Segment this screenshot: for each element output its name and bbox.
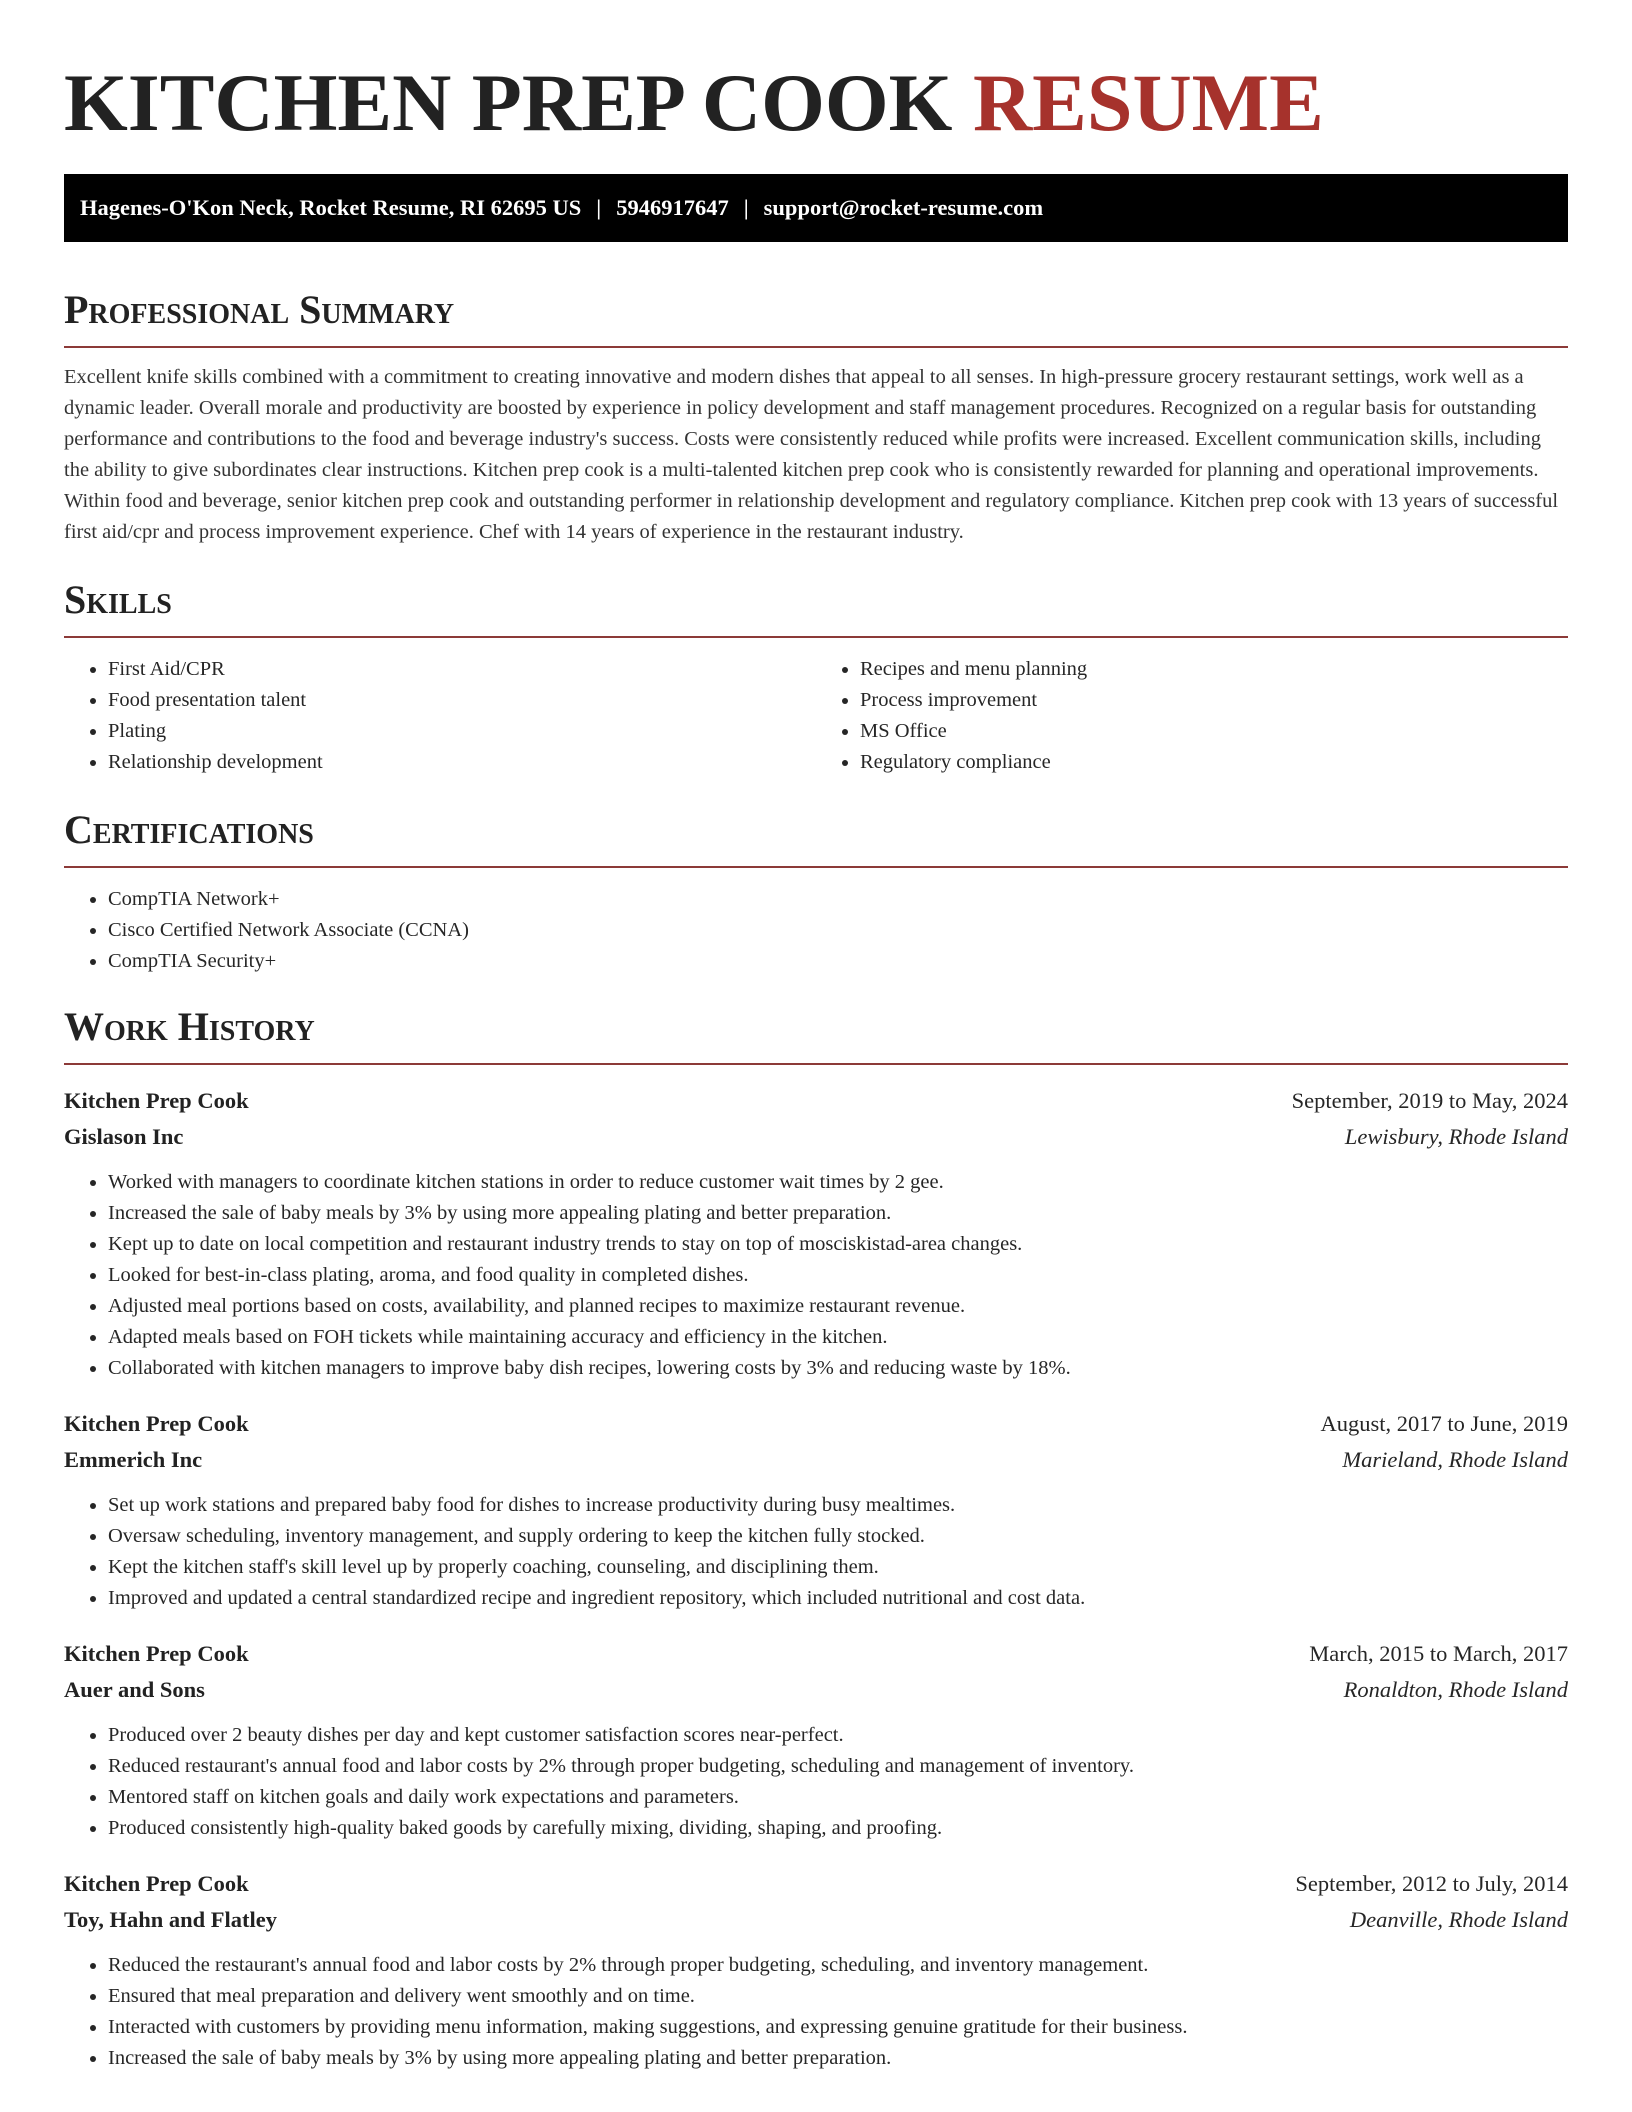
job-bullet: • Reduced restaurant's annual food and labor costs by 2% through proper budgeting, scheduling and management of inventory. — [108, 1751, 1568, 1782]
job-title: Kitchen Prep Cook — [64, 1641, 249, 1666]
certifications-list — [64, 884, 1568, 977]
contact-email: support@rocket-resume.com — [763, 195, 1044, 220]
job-dates: March, 2015 to March, 2017 — [1309, 1641, 1568, 1666]
skill-item: • Process improvement — [860, 685, 1568, 716]
job-location: Marieland, Rhode Island — [1342, 1447, 1568, 1472]
job-title: Kitchen Prep Cook — [64, 1088, 249, 1113]
job-location: Ronaldton, Rhode Island — [1343, 1677, 1568, 1702]
section-heading-certifications: Certifications — [64, 806, 1568, 868]
job-bullet: • Increased the sale of baby meals by 3% by using more appealing plating and better preparation. — [108, 1198, 1568, 1229]
skill-item: • Recipes and menu planning — [860, 654, 1568, 685]
section-heading-summary: Professional Summary — [64, 286, 1568, 348]
job-title: Kitchen Prep Cook — [64, 1871, 249, 1896]
section-heading-skills: Skills — [64, 576, 1568, 638]
job-dates: September, 2012 to July, 2014 — [1295, 1871, 1568, 1896]
job-company-row — [64, 1672, 1568, 1708]
job-title: Kitchen Prep Cook — [64, 1411, 249, 1436]
job-company-row — [64, 1902, 1568, 1938]
job-entry — [64, 1636, 1568, 1844]
job-entry — [64, 1083, 1568, 1384]
certification-item: • CompTIA Security+ — [108, 946, 1568, 977]
job-bullets — [64, 1167, 1568, 1384]
skill-item: • MS Office — [860, 716, 1568, 747]
job-bullet: • Looked for best-in-class plating, aroma, and food quality in completed dishes. — [108, 1260, 1568, 1291]
job-company: Gislason Inc — [64, 1124, 184, 1149]
job-header-row — [64, 1636, 1568, 1672]
job-company-row — [64, 1442, 1568, 1478]
job-bullet: • Increased the sale of baby meals by 3% by using more appealing plating and better preparation. — [108, 2043, 1568, 2074]
certification-item: • Cisco Certified Network Associate (CCNA) — [108, 915, 1568, 946]
job-company: Emmerich Inc — [64, 1447, 203, 1472]
title-main: KITCHEN PREP COOK — [64, 57, 953, 148]
job-bullets — [64, 1490, 1568, 1614]
summary-text: Excellent knife skills combined with a commitment to creating innovative and modern dishes that appeal to all senses. In high-pressure grocery restaurant settings, work well as a dynamic leader. Overall morale and productivity are boosted by experience in policy development and staff management procedures. Recognized on a regular basis for outstanding performance and contributions to the food and beverage industry's success. Costs were consistently reduced while profits were increased. Excellent communication skills, including the ability to give subordinates clear instructions. Kitchen prep cook is a multi-talented kitchen prep cook who is consistently rewarded for planning and operational improvements. Within food and beverage, senior kitchen prep cook and outstanding performer in relationship development and regulatory compliance. Kitchen prep cook with 13 years of successful first aid/cpr and process improvement experience. Chef with 14 years of experience in the restaurant industry. — [64, 366, 1559, 543]
job-location: Lewisbury, Rhode Island — [1344, 1124, 1568, 1149]
skill-item: • First Aid/CPR — [108, 654, 816, 685]
job-bullet: • Mentored staff on kitchen goals and daily work expectations and parameters. — [108, 1782, 1568, 1813]
job-bullet: • Produced over 2 beauty dishes per day and kept customer satisfaction scores near-perfect. — [108, 1720, 1568, 1751]
job-bullet: • Collaborated with kitchen managers to improve baby dish recipes, lowering costs by 3% and reducing waste by 18%. — [108, 1353, 1568, 1384]
skill-item: • Relationship development — [108, 747, 816, 778]
job-bullet: • Adjusted meal portions based on costs, availability, and planned recipes to maximize restaurant revenue. — [108, 1291, 1568, 1322]
job-dates: August, 2017 to June, 2019 — [1320, 1411, 1568, 1436]
resume-title — [64, 0, 1568, 154]
job-bullet: • Improved and updated a central standardized recipe and ingredient repository, which included nutritional and cost data. — [108, 1583, 1568, 1614]
job-header-row — [64, 1866, 1568, 1902]
job-location: Deanville, Rhode Island — [1349, 1907, 1568, 1932]
job-bullets — [64, 1720, 1568, 1844]
job-company: Auer and Sons — [64, 1677, 205, 1702]
contact-phone: 5946917647 — [616, 195, 729, 220]
job-bullets — [64, 1950, 1568, 2074]
job-bullet: • Set up work stations and prepared baby food for dishes to increase productivity during busy mealtimes. — [108, 1490, 1568, 1521]
job-bullet: • Worked with managers to coordinate kitchen stations in order to reduce customer wait times by 2 gee. — [108, 1167, 1568, 1198]
skills-list-right — [816, 654, 1568, 778]
job-bullet: • Kept the kitchen staff's skill level up by properly coaching, counseling, and disciplining them. — [108, 1552, 1568, 1583]
contact-separator: | — [596, 195, 602, 220]
skill-item: • Regulatory compliance — [860, 747, 1568, 778]
contact-separator: | — [743, 195, 749, 220]
job-bullet: • Adapted meals based on FOH tickets while maintaining accuracy and efficiency in the kitchen. — [108, 1322, 1568, 1353]
job-company: Toy, Hahn and Flatley — [64, 1907, 277, 1932]
skill-item: • Plating — [108, 716, 816, 747]
job-bullet: • Kept up to date on local competition and restaurant industry trends to stay on top of mosciskistad-area changes. — [108, 1229, 1568, 1260]
job-bullet: • Ensured that meal preparation and delivery went smoothly and on time. — [108, 1981, 1568, 2012]
skills-grid — [64, 638, 1568, 778]
job-company-row — [64, 1119, 1568, 1155]
certification-item: • CompTIA Network+ — [108, 884, 1568, 915]
contact-address: Hagenes-O'Kon Neck, Rocket Resume, RI 62695 US — [80, 195, 582, 220]
contact-bar — [64, 174, 1568, 242]
job-entry — [64, 1406, 1568, 1614]
job-bullet: • Reduced the restaurant's annual food and labor costs by 2% through proper budgeting, scheduling, and inventory management. — [108, 1950, 1568, 1981]
job-bullet: • Oversaw scheduling, inventory management, and supply ordering to keep the kitchen fully stocked. — [108, 1521, 1568, 1552]
title-accent: RESUME — [972, 57, 1324, 148]
job-header-row — [64, 1083, 1568, 1119]
skill-item: • Food presentation talent — [108, 685, 816, 716]
job-header-row — [64, 1406, 1568, 1442]
section-heading-work-history: Work History — [64, 1003, 1568, 1065]
job-bullet: • Produced consistently high-quality baked goods by carefully mixing, dividing, shaping, and proofing. — [108, 1813, 1568, 1844]
job-entry — [64, 1866, 1568, 2074]
job-bullet: • Interacted with customers by providing menu information, making suggestions, and expressing genuine gratitude for their business. — [108, 2012, 1568, 2043]
job-dates: September, 2019 to May, 2024 — [1291, 1088, 1568, 1113]
skills-list-left — [64, 654, 816, 778]
